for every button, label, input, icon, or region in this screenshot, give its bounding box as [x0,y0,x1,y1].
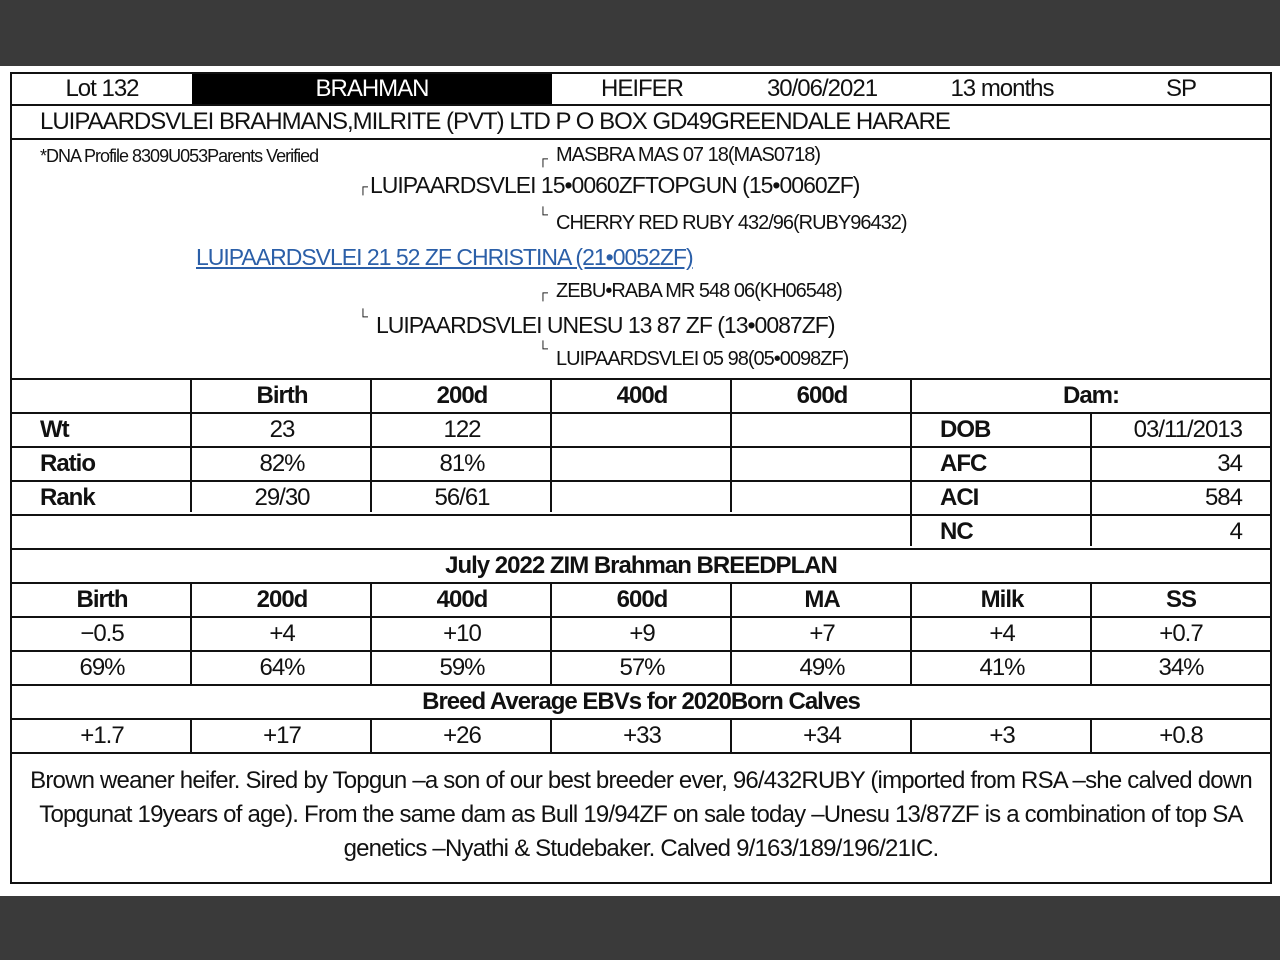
perf-cell [732,482,912,514]
dam-row-label: AFC [940,450,987,477]
age-label: 13 months [950,75,1054,102]
pedigree-bracket-icon: └ [538,340,547,356]
perf-cell: 81% [439,450,485,477]
perf-cell: 29/30 [254,484,310,511]
ebv-header: 400d [436,586,488,613]
breed-average-title: Breed Average EBVs for 2020Born Calves [422,688,860,715]
pedigree-sire-dam: CHERRY RED RUBY 432/96(RUBY96432) [556,212,907,234]
ebv-header: 200d [256,586,308,613]
sex-label: HEIFER [600,75,683,102]
bottom-dark-band [0,896,1280,960]
pedigree-bracket-icon: ┌ [358,178,367,194]
ebv-accuracy: 49% [799,654,845,681]
perf-header-600d: 600d [796,382,848,409]
ebv-accuracy: 69% [79,654,125,681]
ebv-accuracy: 59% [439,654,485,681]
perf-header-200d: 200d [436,382,488,409]
breed-average-value: +1.7 [80,722,124,749]
perf-cell: 23 [269,416,295,443]
ebv-accuracy: 34% [1158,654,1204,681]
dam-link-text[interactable]: LUIPAARDSVLEI 21 52 ZF CHRISTINA (21•0052ZF) [196,244,693,270]
ebv-accuracy: 41% [979,654,1025,681]
ebv-value: +4 [269,620,295,647]
pedigree-bracket-icon: └ [358,308,367,324]
dam-pedigree-link[interactable] [196,244,693,271]
ebv-header: SS [1165,586,1196,613]
divider [12,752,1270,754]
ebv-header: Milk [980,586,1024,613]
perf-row-label: Wt [40,416,69,443]
perf-cell [552,482,732,514]
breed-average-value: +26 [443,722,481,749]
ebv-value: +9 [629,620,655,647]
ebv-value: −0.5 [80,620,124,647]
perf-row-label: Ratio [40,450,95,477]
perf-cell: 122 [443,416,481,443]
dam-row-value: 03/11/2013 [1133,416,1242,443]
perf-cell [552,448,732,480]
pedigree-sire-sire: MASBRA MAS 07 18(MAS0718) [556,144,821,166]
ebv-value: +7 [809,620,835,647]
lot-card [10,72,1272,884]
pedigree-dam-dam: LUIPAARDSVLEI 05 98(05•0098ZF) [556,348,849,370]
perf-cell [552,414,732,446]
ebv-header: Birth [76,586,128,613]
perf-cell [732,448,912,480]
ebv-accuracy: 64% [259,654,305,681]
lot-number: Lot 132 [65,75,139,102]
dam-row-label: DOB [940,416,991,443]
dam-row-label: ACI [940,484,979,511]
pedigree-sire: LUIPAARDSVLEI 15•0060ZFTOPGUN (15•0060ZF) [370,172,860,198]
birth-date: 30/06/2021 [766,75,878,102]
pedigree-dam-sire: ZEBU•RABA MR 548 06(KH06548) [556,280,842,302]
breed-average-value: +33 [623,722,661,749]
perf-row-label: Rank [40,484,95,511]
breed-average-value: +3 [989,722,1015,749]
dam-row-value: 4 [1229,518,1242,545]
perf-header-birth: Birth [256,382,308,409]
dna-profile: *DNA Profile 8309U053Parents Verified [40,146,319,166]
breeder-address: LUIPAARDSVLEI BRAHMANS,MILRITE (PVT) LTD P O BOX GD49GREENDALE HARARE [40,108,950,135]
lot-description: Brown weaner heifer. Sired by Topgun –a son of our best breeder ever, 96/432RUBY (imported from RSA –she calved down Topgunat 19years of age). From the same dam as Bull 19/94ZF on sale today –Unesu 13/87ZF is a combination of top SA genetics –Nyathi & Studebaker. Calved 9/163/189/196/21IC. [30,767,1252,862]
breed-average-value: +0.8 [1159,722,1203,749]
pedigree-dam: LUIPAARDSVLEI UNESU 13 87 ZF (13•0087ZF) [376,312,835,338]
perf-cell [732,414,912,446]
ebv-value: +4 [989,620,1015,647]
pedigree-bracket-icon: └ [538,206,547,222]
code-label: SP [1165,75,1196,102]
ebv-accuracy: 57% [619,654,665,681]
ebv-value: +0.7 [1159,620,1203,647]
top-dark-band [0,0,1280,66]
breedplan-title: July 2022 ZIM Brahman BREEDPLAN [445,552,837,579]
pedigree-bracket-icon: ┌ [538,150,547,166]
dam-title: Dam: [1062,382,1119,409]
dam-row-value: 34 [1217,450,1242,477]
dam-row-value: 584 [1204,484,1242,511]
pedigree-bracket-icon: ┌ [538,284,547,300]
divider [12,138,1270,140]
perf-cell: 56/61 [434,484,490,511]
breed-label: BRAHMAN [192,74,552,104]
perf-cell: 82% [259,450,305,477]
breed-average-value: +34 [803,722,841,749]
perf-header-400d: 400d [616,382,668,409]
ebv-header: MA [804,586,840,613]
breed-average-value: +17 [263,722,301,749]
dam-row-label: NC [940,518,973,545]
ebv-header: 600d [616,586,668,613]
ebv-value: +10 [443,620,481,647]
